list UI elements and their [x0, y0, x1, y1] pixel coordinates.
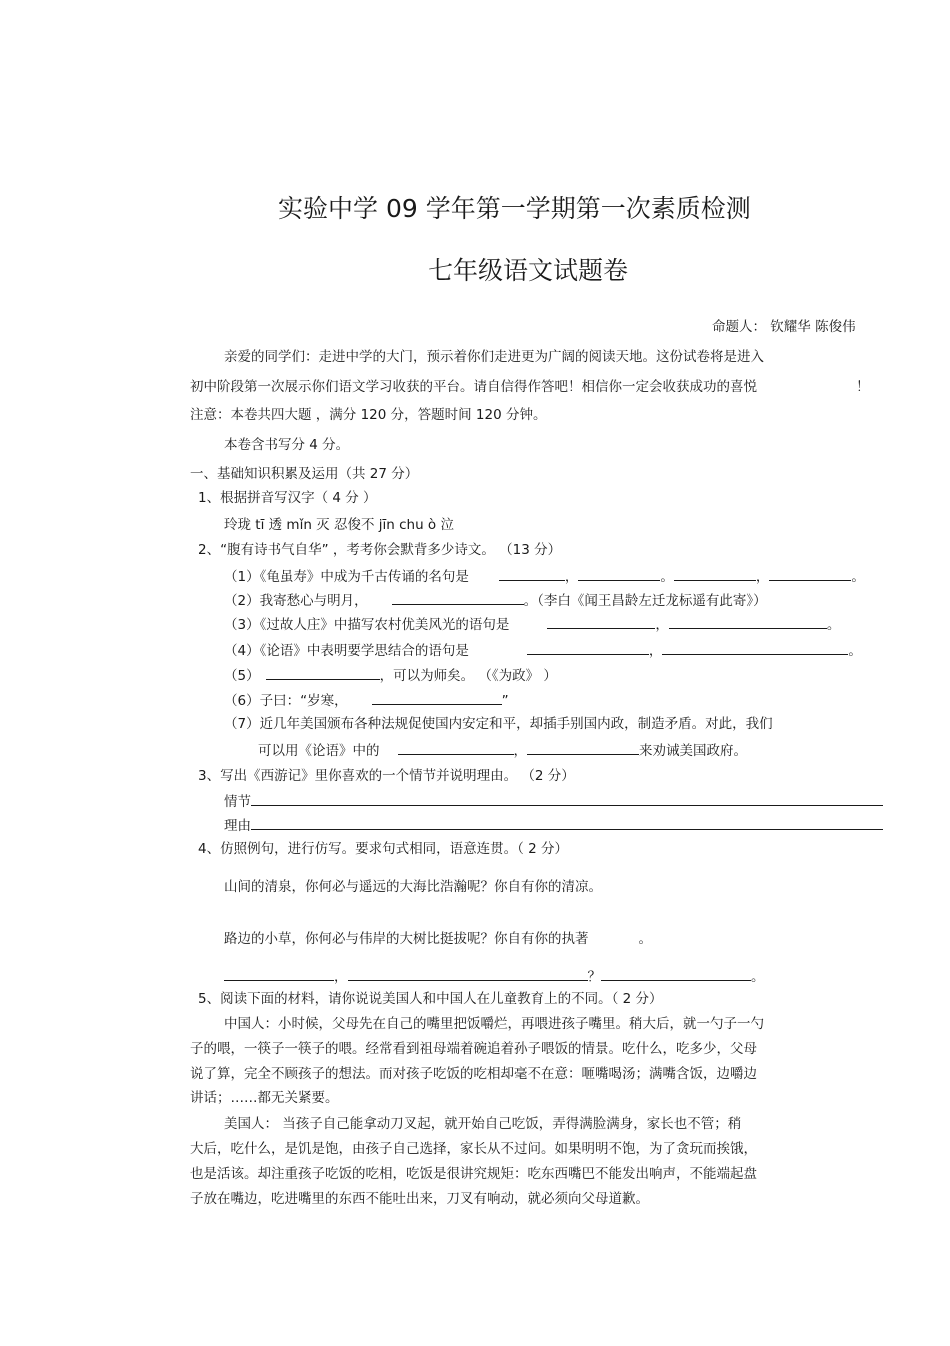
- part-2-prompt: （2）我寄愁心与明月，: [224, 593, 368, 609]
- chinese-paragraph-line: 说了算，完全不顾孩子的想法。而对孩子吃饭的吃相却毫不在意：咂嘴喝汤；满嘴含饭，边嚼边: [190, 1066, 757, 1082]
- question-2-part-3: （3）《过故人庄》中描写农村优美风光的语句是 ， 。: [224, 614, 840, 634]
- part-5-prompt: （5）: [224, 668, 260, 684]
- part-7-end: 来劝诫美国政府。: [639, 743, 747, 759]
- answer-blank[interactable]: [601, 966, 751, 981]
- american-paragraph-line: 大后，吃什么，是饥是饱，由孩子自己选择，家长从不过问。如果明明不饱，为了贪玩而挨饿，: [190, 1141, 757, 1157]
- question-3-label: 3、写出《西游记》里你喜欢的一个情节并说明理由。 （2 分）: [198, 768, 575, 784]
- answer-blank[interactable]: [527, 640, 649, 655]
- question-5-label: 5、阅读下面的材料，请你说说美国人和中国人在儿童教育上的不同。（ 2 分）: [198, 991, 663, 1007]
- question-4-example-1: 山间的清泉，你何必与遥远的大海比浩瀚呢？你自有你的清凉。: [224, 879, 602, 895]
- authors-line: 命题人： 钦耀华 陈俊伟: [712, 319, 856, 335]
- question-2-part-7-line-1: （7）近几年美国颁布各种法规促使国内安定和平，却插手别国内政，制造矛盾。对此，我们: [224, 716, 773, 732]
- answer-blank[interactable]: [398, 740, 514, 755]
- intro-line-2-end: ！: [856, 379, 870, 395]
- answer-blank[interactable]: [662, 640, 848, 655]
- american-paragraph-line: 子放在嘴边，吃进嘴里的东西不能吐出来，刀叉有响动，就必须向父母道歉。: [190, 1191, 649, 1207]
- question-4-example-2: [224, 930, 652, 948]
- answer-blank[interactable]: [547, 614, 655, 629]
- exam-note: 注意：本卷共四大题 ，满分 120 分，答题时间 120 分钟。: [190, 407, 547, 423]
- answer-blank[interactable]: [266, 665, 380, 680]
- answer-blank[interactable]: [348, 966, 588, 981]
- answer-blank[interactable]: [769, 566, 851, 581]
- section-heading: 一、基础知识积累及运用（共 27 分）: [190, 466, 419, 482]
- question-2-part-1: （1）《龟虽寿》中成为千古传诵的名句是 ， 。 ， 。: [224, 566, 865, 586]
- answer-blank[interactable]: [392, 590, 524, 605]
- question-1-label: 1、根据拼音写汉字（ 4 分 ）: [198, 490, 377, 506]
- question-2-label: 2、“腹有诗书气自华” ，考考你会默背多少诗文。 （13 分）: [198, 542, 562, 558]
- chinese-paragraph-line: 中国人：小时候，父母先在自己的嘴里把饭嚼烂，再喂进孩子嘴里。稍大后，就一勺子一勺: [224, 1016, 764, 1032]
- plot-label: 情节: [224, 794, 251, 810]
- page-title: 实验中学 09 学年第一学期第一次素质检测: [278, 194, 751, 223]
- question-2-part-2: [224, 590, 767, 610]
- question-2-part-4: （4）《论语》中表明要学思结合的语句是 ， 。: [224, 640, 862, 660]
- intro-line-1: 亲爱的同学们：走进中学的大门，预示着你们走进更为广阔的阅读天地。这份试卷将是进入: [224, 349, 764, 365]
- part-4-prompt: （4）《论语》中表明要学思结合的语句是: [224, 643, 469, 659]
- question-1-items: 玲珑 tī 透 mǐn 灭 忍俊不 jīn chu ò 泣: [224, 517, 454, 533]
- intro-line-2: 初中阶段第一次展示你们语文学习收获的平台。请自信得作答吧！相信你一定会收获成功的喜悦: [190, 379, 757, 395]
- question-2-part-6: [224, 690, 509, 710]
- answer-blank[interactable]: [224, 966, 334, 981]
- part-6-close-quote: ”: [501, 693, 509, 709]
- part-6-prompt: （6）子曰：“岁寒，: [224, 693, 348, 709]
- chinese-paragraph-line: 子的喂，一筷子一筷子的喂。经常看到祖母端着碗追着孙子喂饭的情景。吃什么，吃多少，父母: [190, 1041, 757, 1057]
- answer-blank[interactable]: [578, 566, 660, 581]
- part-5-rest: ，可以为师矣。 （《为政》 ）: [379, 668, 557, 684]
- american-paragraph-line: 也是活该。却注重孩子吃饭的吃相，吃饭是很讲究规矩：吃东西嘴巴不能发出响声，不能端起盘: [190, 1166, 757, 1182]
- example-2-text: 路边的小草，你何必与伟岸的大树比挺拔呢？你自有你的执著: [224, 931, 589, 947]
- question-3-reason: [224, 815, 883, 835]
- page-subtitle: 七年级语文试题卷: [428, 256, 629, 285]
- answer-blank[interactable]: [669, 614, 827, 629]
- american-paragraph-line: 美国人： 当孩子自己能拿动刀叉起，就开始自己吃饭，弄得满脸满身，家长也不管；稍: [224, 1116, 742, 1132]
- part-7-prompt: 可以用《论语》中的: [258, 743, 380, 759]
- part-2-source: 。（李白《闻王昌龄左迁龙标遥有此寄》）: [523, 593, 767, 609]
- part-1-prompt: （1）《龟虽寿》中成为千古传诵的名句是: [224, 569, 469, 585]
- reason-label: 理由: [224, 818, 251, 834]
- answer-blank[interactable]: [372, 690, 502, 705]
- example-2-period: 。: [638, 931, 652, 947]
- part-3-prompt: （3）《过故人庄》中描写农村优美风光的语句是: [224, 617, 510, 633]
- question-4-answer-line: ， ？ 。: [224, 966, 765, 986]
- question-4-label: 4、仿照例句，进行仿写。要求句式相同，语意连贯。（ 2 分）: [198, 841, 569, 857]
- question-2-part-7-line-2: 可以用《论语》中的 ， 来劝诫美国政府。: [258, 740, 747, 760]
- question-2-part-5: [224, 665, 557, 685]
- answer-blank[interactable]: [674, 566, 756, 581]
- question-3-plot: [224, 791, 883, 811]
- writing-score-note: 本卷含书写分 4 分。: [224, 437, 350, 453]
- answer-blank[interactable]: [527, 740, 639, 755]
- answer-blank[interactable]: [499, 566, 565, 581]
- reason-answer-line[interactable]: [251, 815, 883, 830]
- chinese-paragraph-line: 讲话；……都无关紧要。: [190, 1090, 339, 1106]
- plot-answer-line[interactable]: [251, 791, 883, 806]
